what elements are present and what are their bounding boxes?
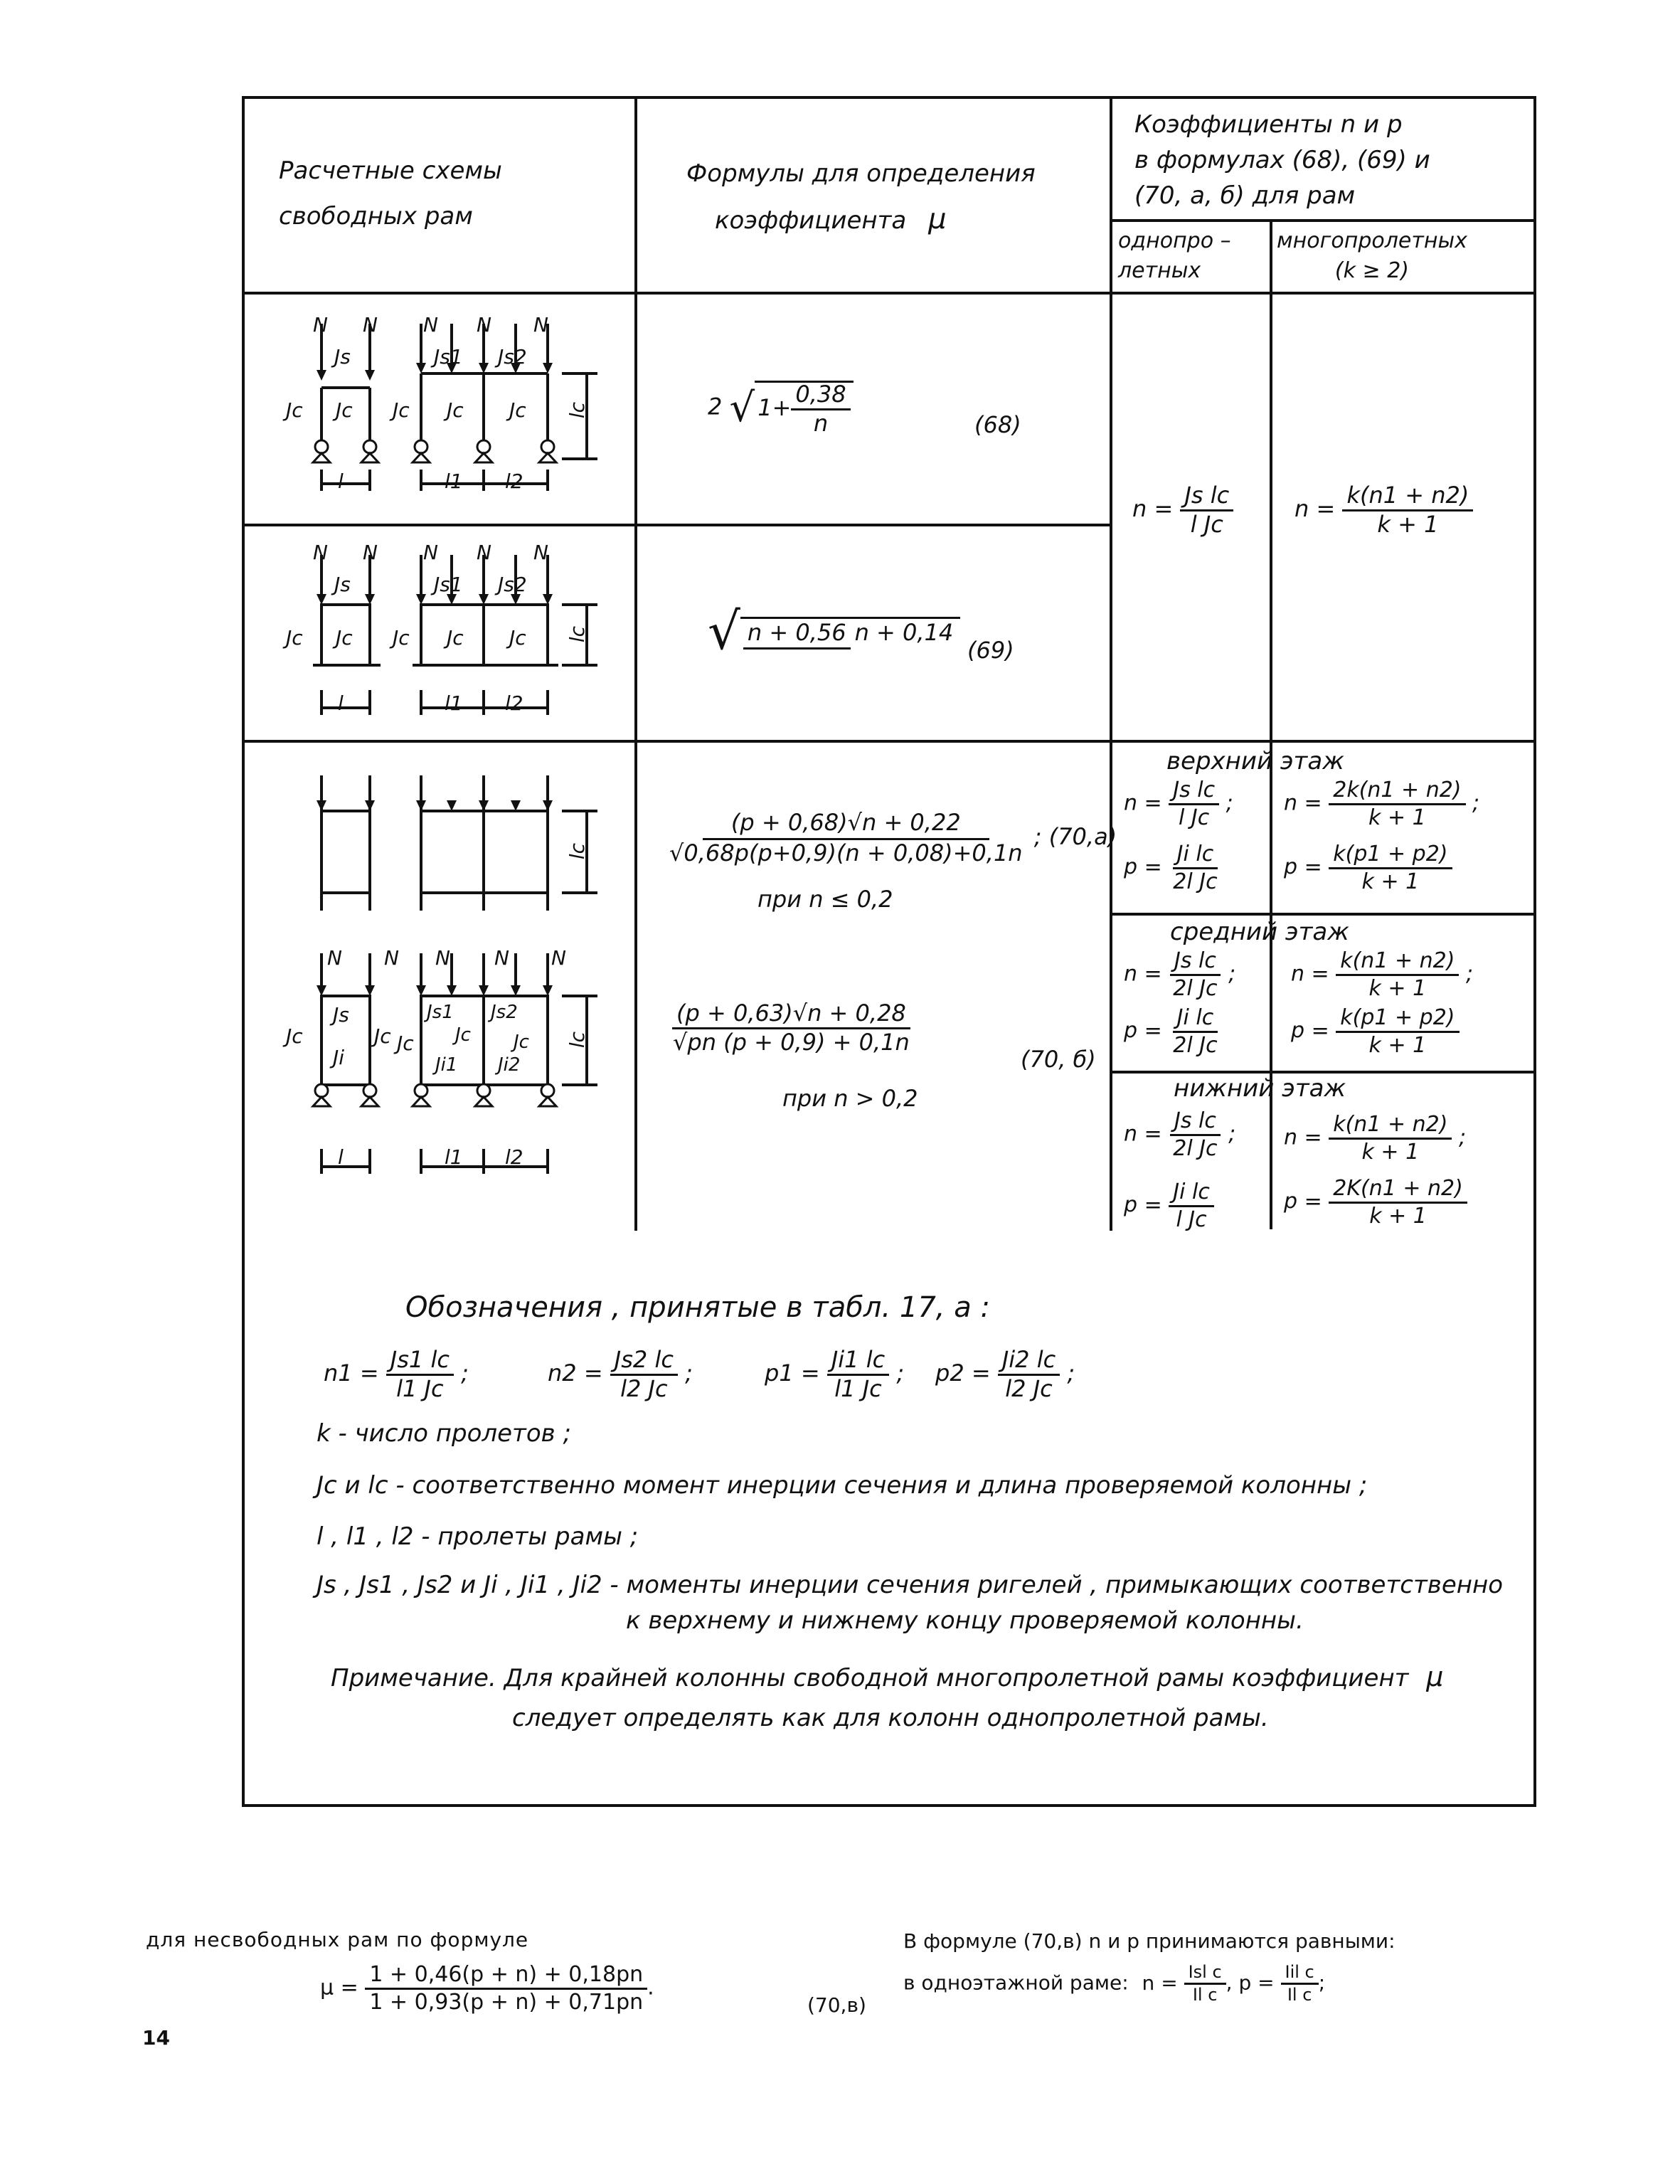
scheme4-Jc3: Jc [397, 1032, 414, 1055]
scheme1-Js: Js [334, 345, 351, 369]
notation-p2-frac [998, 1348, 1060, 1401]
floor-mid-n-single: n = $\frac{\text{Js lc}}{\text{2l Jc}}$ ; [1124, 948, 1236, 1001]
formula-70v-num: 1 + 0,46(p + n) + 0,18pn [365, 1963, 647, 1990]
formula-70a-condition: при n ≤ 0,2 [757, 886, 893, 913]
formula-70b [669, 1002, 914, 1054]
mu-symbol: μ [928, 203, 947, 235]
floor-mid-p2-frac [1336, 1007, 1459, 1056]
scheme2-Jc4: Jc [447, 626, 464, 650]
scheme1-l: l [338, 470, 344, 493]
notation-n1-num: Js1 lc [386, 1348, 454, 1376]
scheme1-lc: lc [565, 401, 590, 419]
note-line1-text: Примечание. Для крайней колонны свободной многопролетной рамы коэффициент [331, 1664, 1409, 1692]
formula-70b-condition: при n > 0,2 [782, 1085, 918, 1112]
notation-p1: p1 = $\frac{Ji1 lc}{l1 Jc}$ ; [765, 1346, 905, 1402]
formula-68-coef: 2 [708, 393, 723, 420]
floor-bot-p2-lhs: p = [1284, 1189, 1322, 1214]
floor-top-n2-num: 2k(n1 + n2) [1329, 779, 1465, 805]
bottom-rn-den: Il c [1192, 1985, 1218, 2005]
notation-n2-den: l2 Jc [620, 1374, 668, 1402]
floor-top-n1-num: Js lc [1169, 779, 1219, 805]
formula-68-frac [791, 383, 850, 435]
floor-top-n1-den: l Jc [1179, 805, 1210, 830]
floor-bot-n-multi: n = $\frac{k(n1 + n2)}{k + 1}$ ; [1284, 1112, 1467, 1165]
scheme1-Jc2: Jc [336, 398, 353, 422]
scheme4-Js2: Js2 [491, 1002, 518, 1023]
floor-bot-p2-num: 2K(n1 + n2) [1329, 1177, 1467, 1204]
formula-70b-num: (p + 0,63)√n + 0,28 [672, 1002, 910, 1029]
floor-bot-p1-frac [1169, 1181, 1214, 1231]
notation-p2: p2 = $\frac{Ji2 lc}{l2 Jc}$ ; [935, 1346, 1075, 1402]
notation-title: Обозначения , принятые в табл. 17, а : [405, 1291, 990, 1324]
header-col1-line2: свободных рам [279, 202, 473, 230]
scheme2-l2: l2 [505, 691, 523, 715]
scheme1-N1: N [313, 313, 328, 336]
sqrt-sign: √ [708, 601, 740, 661]
notation-jc: Jc и lc - соответственно момент инерции сечения и длина проверяемой колонны ; [317, 1471, 1368, 1500]
floor-mid-p1-den: 2l Jc [1173, 1032, 1218, 1058]
hinge [363, 440, 376, 453]
notation-n1: n1 = $\frac{Js1 lc}{l1 Jc}$ ; [324, 1346, 469, 1402]
notation-n1-den: l1 Jc [396, 1374, 444, 1402]
scheme1-l12-dim [421, 470, 548, 491]
scheme4-N4: N [494, 946, 509, 970]
scheme4-Jc1: Jc [286, 1024, 303, 1048]
floor-bot-p1-den: l Jc [1176, 1207, 1207, 1232]
hinge [315, 440, 328, 453]
bottom-rn-lhs: n = [1142, 1971, 1178, 1995]
floor-mid-n2-num: k(n1 + n2) [1336, 950, 1459, 976]
floor-mid-p1-num: Ji lc [1173, 1007, 1218, 1033]
scheme4-Js: Js [333, 1003, 349, 1027]
scheme4-Ji2: Ji2 [498, 1054, 521, 1076]
header-col2-line2-text: коэффициента [715, 206, 907, 235]
scheme2-N2: N [363, 541, 378, 564]
floor-bot-n2-frac [1329, 1113, 1452, 1163]
formula-70b-den: √pn (p + 0,9) + 0,1n [673, 1028, 910, 1056]
bottom-rp-frac [1281, 1963, 1319, 2004]
scheme1-Js1: Js1 [434, 345, 463, 369]
scheme2-N1: N [313, 541, 328, 564]
notation-k: k - число пролетов ; [317, 1419, 571, 1448]
notation-n2-lhs: n2 = [548, 1359, 603, 1387]
header-col3-line1: Коэффициенты n и p [1134, 110, 1403, 139]
floor-bot-n2-den: k + 1 [1361, 1139, 1420, 1165]
floor-mid-p-single [1124, 1007, 1222, 1056]
notation-p1-num: Ji1 lc [827, 1348, 889, 1376]
bottom-rp-num: Iil c [1281, 1963, 1319, 1985]
notation-n2-frac [610, 1348, 678, 1401]
scheme-hinges [315, 440, 554, 1097]
floor-top-title: верхний этаж [1166, 747, 1344, 775]
floor-top-n-single: n = $\frac{\text{Js lc}}{\text{l Jc}}$ ; [1124, 778, 1233, 830]
floor-bot-n2-num: k(n1 + n2) [1329, 1113, 1452, 1140]
single-n-den: l Jc [1190, 510, 1223, 538]
notation-n2-num: Js2 lc [610, 1348, 678, 1376]
bottom-right-line2: в одноэтажной раме: n = $\frac{\text{Isl c}}{\text{Il c}}$ , p = $\frac{\text{Iil c}}{\text{Il c}}$ ; [903, 1962, 1326, 2005]
floor-bot-p2-frac [1329, 1177, 1467, 1227]
floor-bot-p1-lhs: p = [1124, 1192, 1162, 1218]
scheme2-lc: lc [565, 625, 590, 643]
formula-70v-frac [365, 1963, 647, 2013]
scheme2-Js1: Js1 [434, 573, 463, 596]
notation-p2-num: Ji2 lc [998, 1348, 1060, 1376]
floor-top-p1-den: 2l Jc [1173, 869, 1218, 894]
floor-top-p2-lhs: p = [1284, 854, 1322, 880]
header-col3a-line2: летных [1118, 258, 1201, 283]
scheme1-Js2: Js2 [498, 345, 527, 369]
scheme4-N3: N [435, 946, 450, 970]
formula-69-den: n + 0,14 [854, 618, 954, 646]
scheme4-Ji1: Ji1 [435, 1054, 458, 1076]
scheme2-l-dim [321, 690, 370, 715]
header-col3-line2: в формулах (68), (69) и [1134, 146, 1430, 174]
bottom-right-line1: В формуле (70,в) n и p принимаются равными: [903, 1929, 1395, 1953]
scheme1-multi-frame [421, 373, 548, 441]
scheme4-l2: l2 [505, 1145, 523, 1169]
notation-p1-lhs: p1 = [765, 1359, 820, 1387]
floor-mid-n2-den: k + 1 [1368, 975, 1427, 1001]
floor-bot-n1-lhs: n = [1124, 1121, 1162, 1147]
floor-mid-p1-frac [1169, 1007, 1221, 1056]
floor-bot-n1-den: 2l Jc [1173, 1135, 1218, 1161]
floor-top-n2-den: k + 1 [1368, 805, 1426, 830]
floor-bot-p-multi [1284, 1177, 1467, 1227]
hinge [415, 440, 427, 453]
multi-n-lhs: n = [1294, 495, 1336, 523]
formula-69 [708, 601, 960, 661]
floor-top-p2-num: k(p1 + p2) [1329, 843, 1452, 869]
multi-n-den: k + 1 [1377, 510, 1439, 538]
scheme4-l-dim [321, 1149, 370, 1174]
hinge [541, 1084, 554, 1097]
scheme3-single-frame [321, 775, 370, 911]
scheme1-N3: N [423, 313, 438, 336]
scheme1-N2: N [363, 313, 378, 336]
floor-mid-p1-lhs: p = [1124, 1018, 1162, 1044]
formula-70a-num: (p + 0,68)√n + 0,22 [703, 811, 989, 840]
scheme4-l1: l1 [445, 1145, 463, 1169]
floor-mid-title: средний этаж [1170, 918, 1349, 946]
formula-70a-frac [665, 811, 1027, 865]
floor-top-p-single [1124, 843, 1222, 893]
formula-70a-number: ; (70,а) [1033, 823, 1117, 851]
floor-top-p1-frac [1169, 843, 1221, 893]
header-col3a-line1: однопро – [1118, 228, 1231, 253]
floor-mid-p-multi [1291, 1007, 1460, 1056]
notation-p2-den: l2 Jc [1005, 1374, 1053, 1402]
scheme2-N4: N [477, 541, 491, 564]
arrow-heads [317, 363, 553, 996]
floor-mid-p2-den: k + 1 [1368, 1032, 1427, 1058]
header-col2-line1: Формулы для определения [686, 159, 1036, 188]
scheme1-Jc4: Jc [447, 398, 464, 422]
formula-69-frac [740, 617, 960, 646]
note-mu: μ [1426, 1661, 1444, 1692]
scheme2-N5: N [533, 541, 548, 564]
floor-top-p2-frac [1329, 843, 1452, 893]
floor-bot-p1-num: Ji lc [1169, 1181, 1214, 1207]
formula-68-den: n [813, 409, 829, 437]
single-n-frac [1180, 484, 1233, 536]
sqrt-sign: √ [729, 385, 755, 432]
scheme1-l-dim [321, 470, 370, 491]
hinge [541, 440, 554, 453]
formula-70v-dot: . [647, 1975, 654, 2000]
floor-bot-p2-den: k + 1 [1369, 1203, 1427, 1229]
formula-70b-number: (70, б) [1021, 1046, 1096, 1073]
scheme2-Jc3: Jc [393, 626, 410, 650]
bottom-rn-frac [1184, 1963, 1226, 2004]
formula-68 [708, 381, 854, 435]
floor-top-p1-num: Ji lc [1173, 843, 1218, 869]
scheme4-Js1: Js1 [427, 1002, 454, 1023]
floor-top-p2-den: k + 1 [1361, 869, 1420, 894]
scheme-lines [313, 324, 597, 1174]
single-n-num: Js lc [1180, 484, 1233, 511]
hinge [477, 1084, 490, 1097]
bottom-left-text: для несвободных рам по формуле [146, 1928, 529, 1951]
scheme4-Jc2: Jc [374, 1024, 391, 1048]
bottom-rp-den: Il c [1287, 1985, 1312, 2005]
scheme1-Jc5: Jc [509, 398, 526, 422]
scheme2-Js2: Js2 [498, 573, 527, 596]
scheme2-Jc5: Jc [509, 626, 526, 650]
hinge [315, 1084, 328, 1097]
bottom-rn-num: Isl c [1184, 1963, 1226, 1985]
notation-p2-lhs: p2 = [935, 1359, 991, 1387]
scheme4-lc: lc [565, 1031, 590, 1049]
scheme2-Js: Js [334, 573, 351, 596]
scheme4-Ji: Ji [333, 1046, 345, 1069]
bottom-rp-lhs: p = [1238, 1971, 1275, 1995]
scheme4-N1: N [327, 946, 342, 970]
floor-mid-n2-frac [1336, 950, 1459, 1000]
scheme1-N4: N [477, 313, 491, 336]
scheme2-multi-frame [421, 605, 548, 665]
notation-n1-frac [386, 1348, 454, 1401]
multi-n-frac [1342, 484, 1473, 536]
scheme1-l1: l1 [445, 470, 463, 493]
scheme4-l12-dim [421, 1149, 548, 1174]
floor-top-n1-lhs: n = [1124, 790, 1162, 816]
scheme4-N2: N [384, 946, 399, 970]
scheme1-Jc3: Jc [393, 398, 410, 422]
floor-mid-n-multi: n = $\frac{k(n1 + n2)}{k + 1}$ ; [1291, 948, 1474, 1001]
scheme1-Jc1: Jc [286, 398, 303, 422]
bottom-semicolon: ; [1318, 1971, 1326, 1995]
multi-n-num: k(n1 + n2) [1342, 484, 1473, 511]
formula-69-num: n + 0,56 [743, 619, 851, 650]
floor-top-p-multi [1284, 843, 1452, 893]
notation-js-cont: к верхнему и нижнему концу проверяемой колонны. [626, 1606, 1304, 1635]
floor-mid-p2-lhs: p = [1291, 1018, 1329, 1044]
formula-68-radicand [755, 381, 853, 435]
notation-p1-frac [827, 1348, 889, 1401]
scheme2-l12-dim [421, 690, 548, 715]
formula-68-inner: 1+ [757, 394, 792, 422]
note-line1 [331, 1661, 1443, 1692]
notation-js: Js , Js1 , Js2 и Ji , Ji1 , Ji2 - моменты инерции сечения ригелей , примыкающих соответственно [317, 1571, 1503, 1599]
floor-mid-n2-lhs: n = [1291, 961, 1329, 987]
floor-mid-n1-lhs: n = [1124, 961, 1162, 987]
hinge [477, 440, 490, 453]
floor-bot-n2-lhs: n = [1284, 1125, 1322, 1150]
floor-bot-n1-num: Js lc [1170, 1110, 1221, 1136]
floor-mid-p2-num: k(p1 + p2) [1336, 1007, 1459, 1033]
header-col3b-line2: (k ≥ 2) [1334, 258, 1409, 283]
scheme2-l1: l1 [445, 691, 463, 715]
single-n-lhs: n = [1132, 495, 1174, 523]
scheme4-Jc5: Jc [514, 1032, 529, 1053]
scheme4-N5: N [551, 946, 566, 970]
floor-mid-n1-frac [1169, 950, 1221, 1000]
floor-top-n2-lhs: n = [1284, 790, 1322, 816]
floor-top-p1-lhs: p = [1124, 854, 1162, 880]
single-span-n [1132, 484, 1233, 536]
formula-68-num: 0,38 [791, 383, 850, 410]
notation-n1-lhs: n1 = [324, 1359, 379, 1387]
formula-70b-frac [669, 1002, 914, 1054]
scheme2-Jc2: Jc [336, 626, 353, 650]
formula-70a [665, 811, 1117, 865]
floor-top-n1-frac [1169, 779, 1219, 829]
formula-70a-den: √0,68p(p+0,9)(n + 0,08)+0,1n [669, 839, 1023, 866]
floor-bot-title: нижний этаж [1174, 1074, 1346, 1103]
formula-68-number: (68) [974, 411, 1021, 438]
header-col1-line1: Расчетные схемы [279, 157, 502, 185]
formula-70v [320, 1963, 654, 2013]
header-col3-line3: (70, а, б) для рам [1134, 181, 1356, 210]
scheme2-l: l [338, 691, 344, 715]
scheme4-l: l [338, 1145, 344, 1169]
scheme3-multi-frame [421, 775, 548, 911]
hinge [415, 1084, 427, 1097]
floor-mid-n1-num: Js lc [1170, 950, 1221, 976]
notation-l: l , l1 , l2 - пролеты рамы ; [317, 1522, 639, 1551]
floor-mid-n1-den: 2l Jc [1173, 975, 1218, 1001]
floor-top-n2-frac [1329, 779, 1465, 829]
floor-bot-n-single: n = $\frac{\text{Js lc}}{\text{2l Jc}}$ ; [1124, 1108, 1236, 1161]
formula-70v-den: 1 + 0,93(p + n) + 0,71pn [369, 1989, 644, 2015]
notation-n2: n2 = $\frac{Js2 lc}{l2 Jc}$ ; [548, 1346, 693, 1402]
support-triangles-row4 [313, 1097, 556, 1106]
scheme4-Jc4: Jc [455, 1024, 471, 1046]
floor-bot-p-single [1124, 1181, 1214, 1231]
floor-bot-n1-frac [1169, 1110, 1221, 1160]
bottom-right-line2-text: в одноэтажной раме: [903, 1971, 1129, 1995]
formula-70v-lhs: μ = [320, 1975, 358, 2000]
scheme1-l2: l2 [505, 470, 523, 493]
arrows-row3 [317, 800, 553, 811]
notation-p1-den: l1 Jc [834, 1374, 882, 1402]
scheme2-N3: N [423, 541, 438, 564]
scheme1-N5: N [533, 313, 548, 336]
formula-70v-number: (70,в) [807, 1993, 866, 2017]
formula-69-number: (69) [967, 637, 1014, 664]
page-number: 14 [142, 2026, 170, 2050]
hinge [363, 1084, 376, 1097]
support-triangles-row1 [313, 453, 556, 462]
note-line2: следует определять как для колонн однопролетной рамы. [512, 1704, 1269, 1732]
header-col3b-line1: многопролетных [1277, 228, 1467, 253]
floor-top-n-multi: n = $\frac{2k(n1 + n2)}{k + 1}$ ; [1284, 778, 1480, 830]
multi-span-n [1294, 484, 1473, 536]
arrows-row4 [317, 985, 553, 996]
scheme3-lc: lc [565, 842, 590, 860]
scheme2-Jc1: Jc [286, 626, 303, 650]
